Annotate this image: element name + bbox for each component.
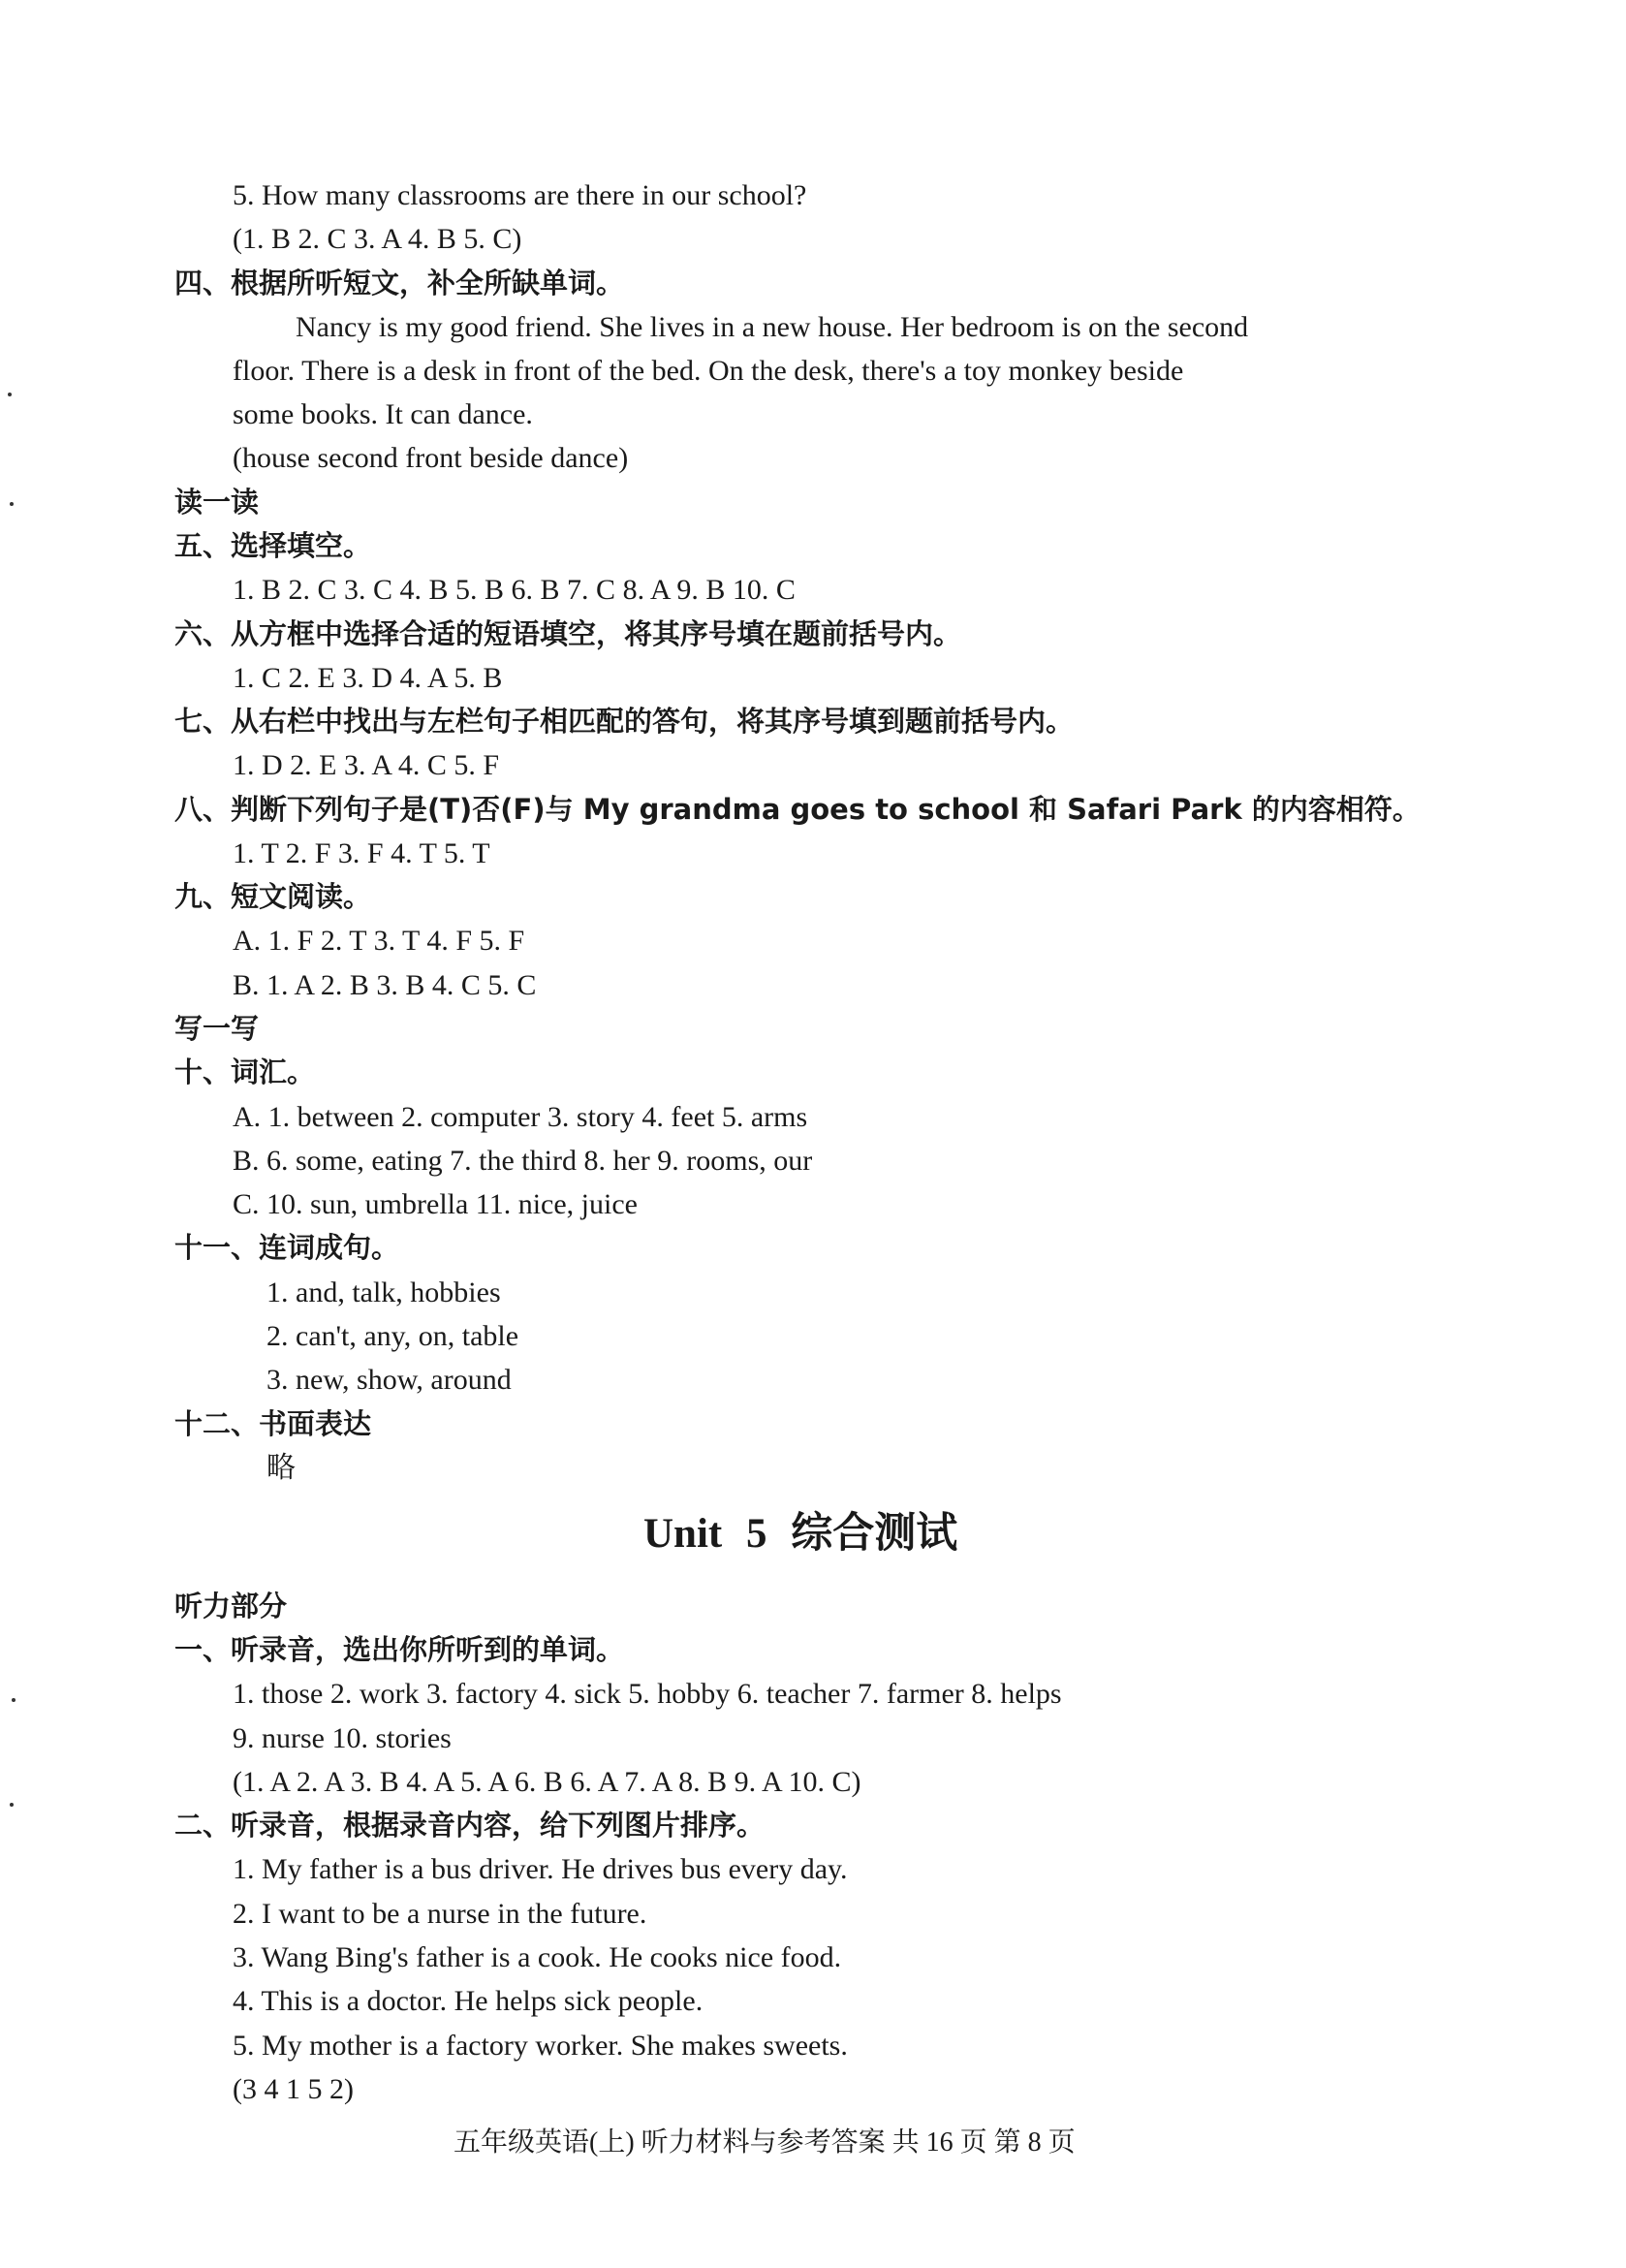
answer-line: B. 1. A 2. B 3. B 4. C 5. C — [233, 969, 537, 1001]
section-heading: 九、短文阅读。 — [174, 880, 372, 913]
part-heading: 读一读 — [174, 486, 260, 519]
section-heading: 十二、书面表达 — [174, 1407, 372, 1440]
answer-line: 1. D 2. E 3. A 4. C 5. F — [233, 749, 500, 781]
answer-line: A. 1. F 2. T 3. T 4. F 5. F — [233, 925, 525, 957]
section-heading: 八、判断下列句子是(T)否(F)与 My grandma goes to school 和 Safari Park 的内容相符。 — [174, 793, 1421, 826]
scan-speck — [12, 1698, 16, 1702]
section-heading: 四、根据所听短文，补全所缺单词。 — [174, 267, 625, 299]
section-heading: 一、听录音，选出你所听到的单词。 — [174, 1633, 625, 1666]
section-heading: 六、从方框中选择合适的短语填空，将其序号填在题前括号内。 — [174, 617, 962, 650]
script-line: 2. I want to be a nurse in the future. — [233, 1898, 647, 1930]
answer-line: (1. B 2. C 3. A 4. B 5. C) — [233, 223, 522, 255]
script-line: 4. This is a doctor. He helps sick people. — [233, 1985, 704, 2017]
answer-line: 1. those 2. work 3. factory 4. sick 5. hobby 6. teacher 7. farmer 8. helps — [233, 1678, 1062, 1710]
section-heading: 二、听录音，根据录音内容，给下列图片排序。 — [174, 1809, 766, 1842]
question-line: 5. How many classrooms are there in our school? — [233, 179, 807, 211]
section-heading: 七、从右栏中找出与左栏句子相匹配的答句，将其序号填到题前括号内。 — [174, 705, 1075, 738]
section-heading: 十、词汇。 — [174, 1055, 316, 1088]
section-heading: 十一、连词成句。 — [174, 1231, 400, 1264]
part-heading: 写一写 — [174, 1012, 260, 1045]
answer-line: 1. B 2. C 3. C 4. B 5. B 6. B 7. C 8. A 9. B 10. C — [233, 574, 796, 606]
unit-title: Unit 5 综合测试 — [643, 1511, 958, 1557]
answer-line: C. 10. sun, umbrella 11. nice, juice — [233, 1188, 638, 1220]
answer-line: 略 — [266, 1452, 296, 1484]
passage-line: Nancy is my good friend. She lives in a new house. Her bedroom is on the second — [296, 311, 1249, 343]
answer-line: B. 6. some, eating 7. the third 8. her 9. rooms, our — [233, 1145, 813, 1177]
script-line: 5. My mother is a factory worker. She makes sweets. — [233, 2030, 848, 2062]
scan-speck — [10, 502, 14, 506]
answer-line: (1. A 2. A 3. B 4. A 5. A 6. B 6. A 7. A 8. B 9. A 10. C) — [233, 1766, 861, 1798]
answer-line: (house second front beside dance) — [233, 442, 629, 474]
answer-line: 3. new, show, around — [266, 1364, 512, 1396]
script-line: 3. Wang Bing's father is a cook. He cooks nice food. — [233, 1941, 842, 1973]
answer-line: 9. nurse 10. stories — [233, 1722, 452, 1754]
answer-line: (3 4 1 5 2) — [233, 2073, 354, 2105]
answer-line: 2. can't, any, on, table — [266, 1320, 519, 1352]
answer-line: 1. T 2. F 3. F 4. T 5. T — [233, 837, 490, 869]
page-footer: 五年级英语(上) 听力材料与参考答案 共 16 页 第 8 页 — [453, 2127, 1076, 2158]
passage-line: some books. It can dance. — [233, 398, 533, 430]
passage-line: floor. There is a desk in front of the bed. On the desk, there's a toy monkey beside — [233, 355, 1184, 387]
section-heading: 五、选择填空。 — [174, 529, 372, 562]
script-line: 1. My father is a bus driver. He drives bus every day. — [233, 1853, 848, 1885]
answer-line: 1. and, talk, hobbies — [266, 1276, 501, 1308]
scan-speck — [8, 393, 12, 396]
scan-speck — [10, 1803, 14, 1807]
part-heading: 听力部分 — [174, 1590, 288, 1622]
answer-line: 1. C 2. E 3. D 4. A 5. B — [233, 662, 503, 694]
answer-line: A. 1. between 2. computer 3. story 4. feet 5. arms — [233, 1101, 808, 1133]
